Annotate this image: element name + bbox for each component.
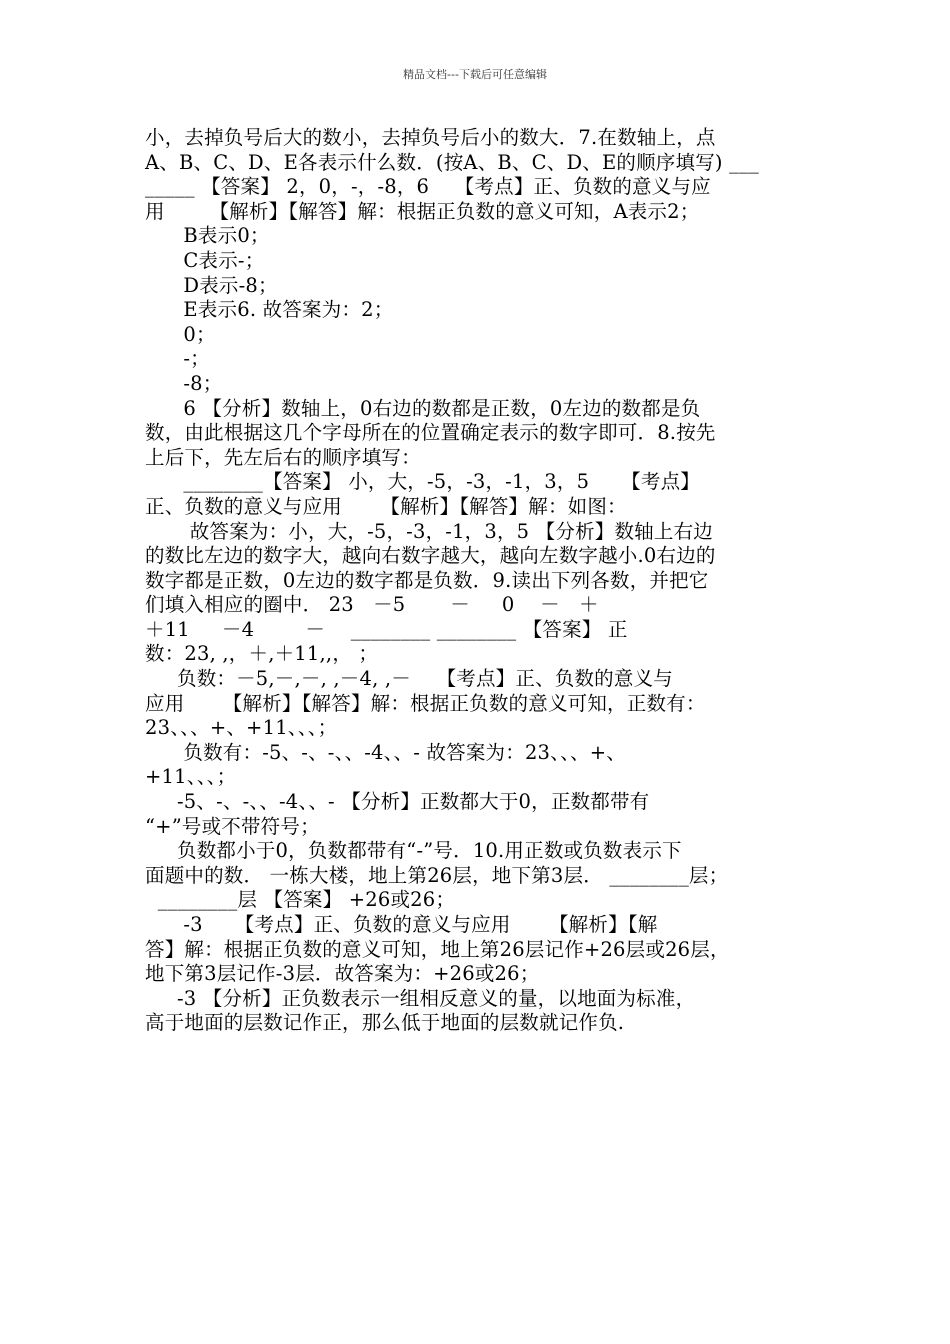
text-line: 应用 【解析】【解答】解：根据正负数的意义可知，正数有： bbox=[145, 691, 706, 715]
text-line: 23、、、+、+11、、、； bbox=[145, 716, 338, 740]
text-line: 面题中的数． 一栋大楼，地上第26层，地下第3层． ________层； bbox=[145, 863, 729, 887]
text-line: E表示6. 故答案为：2； bbox=[145, 298, 394, 322]
text-line: ________层 【答案】 +26或26； bbox=[145, 888, 456, 912]
text-line: 正、负数的意义与应用 【解析】【解答】解：如图： bbox=[145, 494, 627, 518]
text-line: 6 【分析】数轴上，0右边的数都是正数，0左边的数都是负 bbox=[145, 396, 701, 420]
document-body bbox=[145, 126, 810, 1036]
text-line: C表示-； bbox=[145, 248, 265, 272]
text-line: D表示-8； bbox=[145, 273, 278, 297]
text-line: ________【答案】 小，大，-5，-3，-1，3，5 【考点】 bbox=[145, 470, 700, 494]
text-line: -3 【分析】正负数表示一组相反意义的量，以地面为标准， bbox=[145, 986, 696, 1010]
text-line: 地下第3层记作-3层．故答案为：+26或26； bbox=[145, 962, 540, 986]
text-line: 负数有：-5、-、-、、-4、、- 故答案为：23、、、+、 bbox=[145, 740, 626, 764]
text-line: B表示0； bbox=[145, 224, 270, 248]
text-line: 负数都小于0，负数都带有“-”号．10.用正数或负数表示下 bbox=[145, 839, 682, 863]
text-line: -3 【考点】正、负数的意义与应用 【解析】【解 bbox=[145, 913, 658, 936]
text-line: 故答案为：小，大，-5，-3，-1，3，5 【分析】数轴上右边 bbox=[145, 519, 713, 543]
text-line: _____ 【答案】 2，0，-，-8，6 【考点】正、负数的意义与应 bbox=[145, 175, 711, 199]
text-line: 答】解：根据正负数的意义可知，地上第26层记作+26层或26层， bbox=[145, 937, 730, 961]
text-line: 用 【解析】【解答】解：根据正负数的意义可知，A表示2； bbox=[145, 199, 700, 223]
text-line: +11、、、； bbox=[145, 765, 237, 789]
text-line: 小，去掉负号后大的数小，去掉负号后小的数大．7.在数轴上，点 bbox=[145, 126, 716, 149]
text-line: 的数比左边的数字大，越向右数字越大，越向左数字越小.0右边的 bbox=[145, 544, 716, 568]
text-line: 们填入相应的圈中． 23 －5 － 0 － ＋ bbox=[145, 593, 599, 617]
text-line: 上后下，先左后右的顺序填写： bbox=[145, 445, 421, 469]
text-line: ＋11 －4 － ________ ________ 【答案】 正 bbox=[145, 617, 628, 641]
text-line: -5、-、-、、-4、、- 【分析】正数都大于0，正数都带有 bbox=[145, 790, 650, 814]
text-line: -8； bbox=[145, 371, 223, 395]
text-line: 负数：－5,－,－, ,－4, ,－ 【考点】正、负数的意义与 bbox=[145, 667, 673, 691]
text-line: 数字都是正数，0左边的数字都是负数．9.读出下列各数，并把它 bbox=[145, 568, 709, 592]
text-line: “+”号或不带符号； bbox=[145, 814, 320, 838]
text-line: 高于地面的层数记作正，那么低于地面的层数就记作负. bbox=[145, 1011, 625, 1035]
text-line: 0； bbox=[145, 322, 216, 346]
page-header: 精品文档---下载后可任意编辑 bbox=[403, 68, 547, 81]
text-line: 数：23, ,，＋,＋11,,， ； bbox=[145, 642, 379, 666]
text-line: A、B、C、D、E各表示什么数．(按A、B、C、D、E的顺序填写) ___ bbox=[145, 150, 759, 174]
text-line: 数，由此根据这几个字母所在的位置确定表示的数字即可．8.按先 bbox=[145, 421, 716, 445]
text-line: -； bbox=[145, 347, 210, 371]
